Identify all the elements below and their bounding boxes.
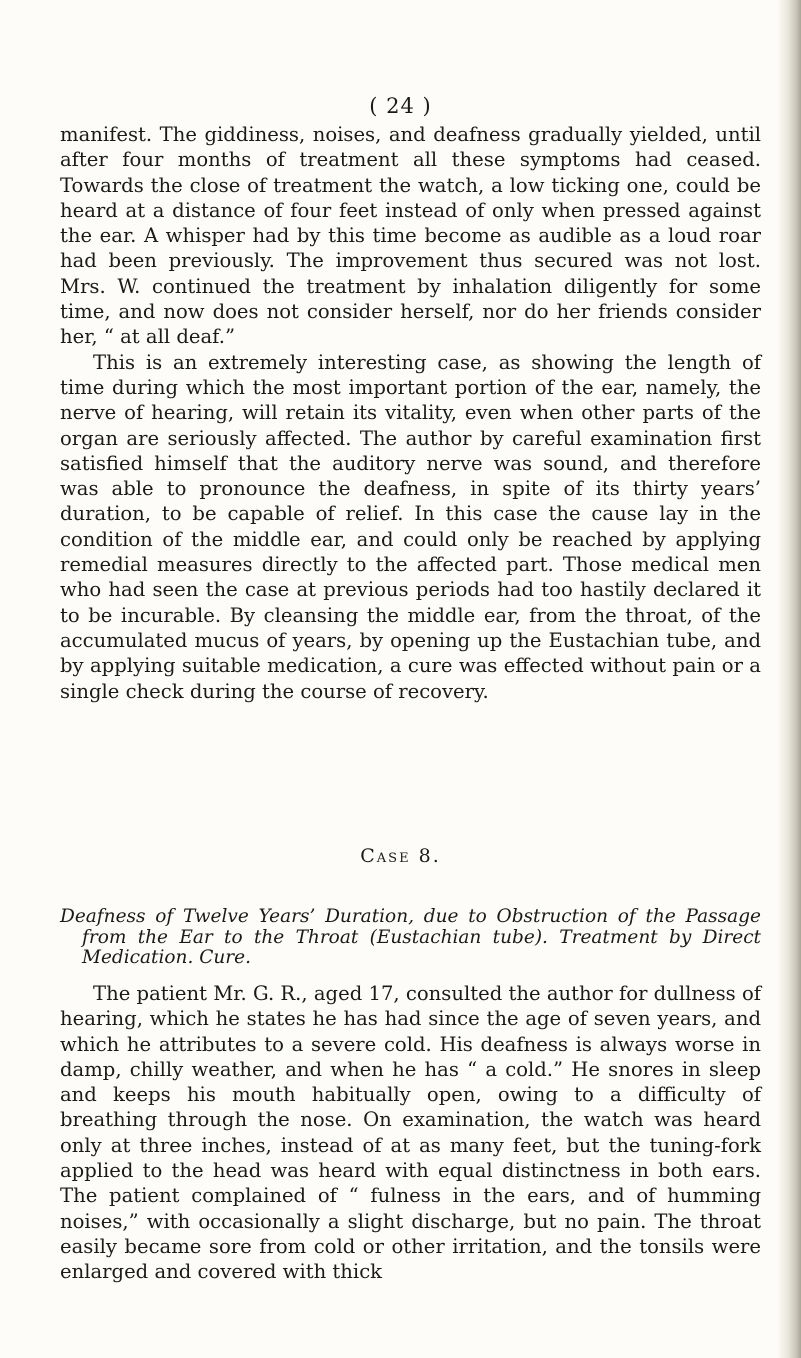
paragraph-case-description: The patient Mr. G. R., aged 17, consulted the author for dullness of hearing, which he states he has had since the age of seven years, and which he attributes to a severe cold. His deafness is always worse in damp, chilly weather, and when he has “ a cold.” He snores in sleep and keeps his mouth habitually open, owing to a difficulty of breathing through the nose. On examination, the watch was heard only at three inches, instead of at as many feet, but the tuning-fork applied to the head was heard with equal distinctness in both ears. The patient complained of “ fulness in the ears, and of humming noises,” with occasionally a slight discharge, but no pain. The throat easily became sore from cold or other irritation, and the tonsils were enlarged and covered with thick [60, 982, 761, 1284]
case-body-text [60, 981, 761, 1285]
paragraph-commentary: This is an extremely interesting case, as showing the length of time during which the most important portion of the ear, namely, the nerve of hearing, will retain its vitality, even when other parts of the organ are seriously affected. The author by careful examination first satisfied himself that the auditory nerve was sound, and therefore was able to pronounce the deafness, in spite of its thirty years’ duration, to be capable of relief. In this case the cause lay in the condition of the middle ear, and could only be reached by applying remedial measures directly to the affected part. Those medical men who had seen the case at previous periods had too hastily declared it to be incurable. By cleansing the middle ear, from the throat, of the accumulated mucus of years, by opening up the Eustachian tube, and by applying suitable medication, a cure was effected without pain or a single check during the course of recovery. [60, 350, 761, 703]
paragraph-continuation: manifest. The giddiness, noises, and deafness gradually yielded, until after four months of treatment all these symptoms had ceased. Towards the close of treatment the watch, a low ticking one, could be heard at a distance of four feet instead of only when pressed against the ear. A whisper had by this time become as audible as a loud roar had been previously. The improvement thus secured was not lost. Mrs. W. continued the treatment by inhalation diligently for some time, and now does not consider herself, nor do her friends consider her, “ at all deaf.” [60, 123, 761, 349]
case-heading: Case 8. [360, 845, 441, 867]
case-title-text: Deafness of Twelve Years’ Duration, due to Obstruction of the Passage from the Ear to the Throat (Eustachian tube). Treatment by Direct Medication. Cure. [60, 906, 761, 968]
case-title [60, 907, 761, 969]
page-edge-shadow [777, 0, 801, 1358]
page-number: ( 24 ) [369, 94, 432, 118]
body-text [60, 122, 761, 704]
